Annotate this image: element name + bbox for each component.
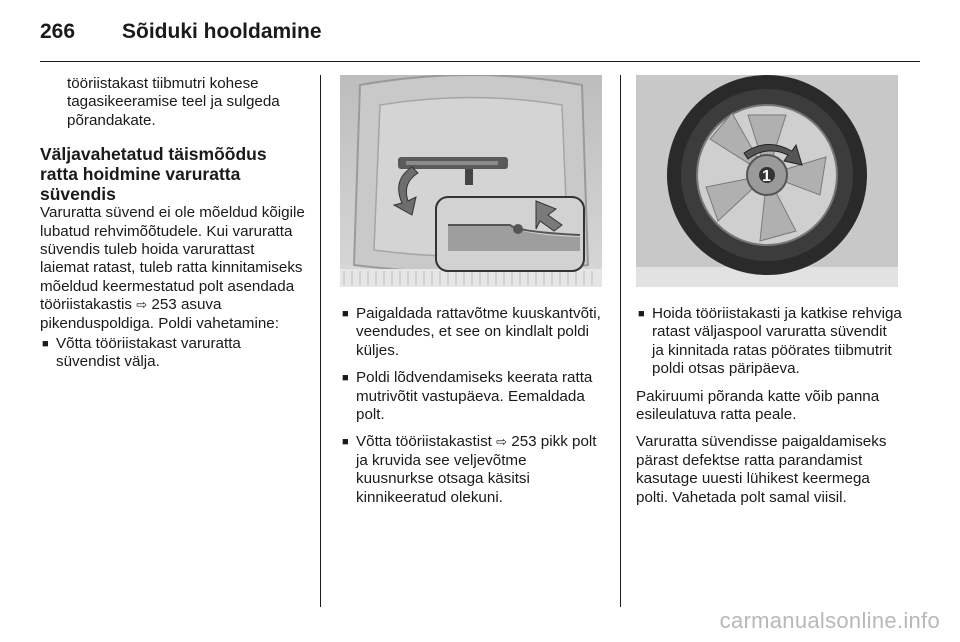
page-reference-arrow-icon: ⇨ (136, 297, 148, 313)
list-item: ■ Hoida tööriistakasti ja katkise rehviga ratast väljaspool varuratta süvendit ja kinnitada ratas pöörates tiibmutrit poldi otsas päripäeva. (638, 305, 902, 378)
page-title: Sõiduki hooldamine (122, 20, 322, 43)
section-heading: Väljavahetatud täismõõdus ratta hoidmine varuratta süvendis (40, 144, 267, 205)
continuation-text: tööriistakast tiibmutri kohese tagasikeeramise teel ja sulgeda põrandakate. (67, 75, 280, 129)
bullet-icon: ■ (342, 372, 349, 385)
bullet-icon: ■ (42, 338, 49, 351)
bullet-icon: ■ (638, 308, 645, 320)
illustration-spare-wheel-bolt (340, 75, 602, 287)
header-divider (40, 61, 920, 62)
list-item: ■ Võtta tööriistakast varuratta süvendist välja. (42, 335, 241, 371)
column-3 (636, 75, 902, 507)
list-item: ■ Paigaldada rattavõtme kuuskantvõti, veendudes, et see on kindlalt poldi küljes. (342, 305, 601, 359)
page-header (40, 20, 322, 48)
column-1 (40, 75, 306, 372)
column-2 (340, 75, 606, 507)
section-body: Varuratta süvend ei ole mõeldud kõigile lubatud rehvimõõtudele. Kui varuratta süvendis tuleb hoida varurattast laiemat ratast, tuleb ratta kinnitamiseks mõeldud keermestatud polt asendada tööriistakastis ⇨ 253 asuva pikenduspoldiga. Poldi vahetamine: (40, 204, 305, 332)
bullet-icon: ■ (342, 436, 349, 449)
page-reference[interactable]: 253 (151, 296, 177, 314)
page-reference-arrow-icon: ⇨ (496, 434, 508, 450)
paragraph: Pakiruumi põranda katte võib panna esileulatuva ratta peale. (636, 387, 880, 424)
list-item: ■ Poldi lõdvendamiseks keerata ratta mutrivõtit vastupäeva. Eemaldada polt. (342, 369, 593, 424)
page-number: 266 (40, 20, 76, 43)
svg-text:1: 1 (762, 168, 771, 185)
bullet-icon: ■ (342, 308, 349, 320)
paragraph: Varuratta süvendisse paigaldamiseks pärast defektse ratta parandamist kasutage uuesti lühikest keermega polti. Vahetada polt samal viisil. (636, 433, 887, 506)
column-divider-1 (320, 75, 321, 607)
list-item: ■ Võtta tööriistakastist ⇨ 253 pikk polt ja kruvida see veljevõtme kuusnurkse otsaga käsitsi kinnikeeratud olekuni. (342, 433, 597, 506)
illustration-wheel-in-well (636, 75, 898, 287)
column-divider-2 (620, 75, 621, 607)
watermark: carmanualsonline.info (719, 608, 940, 633)
